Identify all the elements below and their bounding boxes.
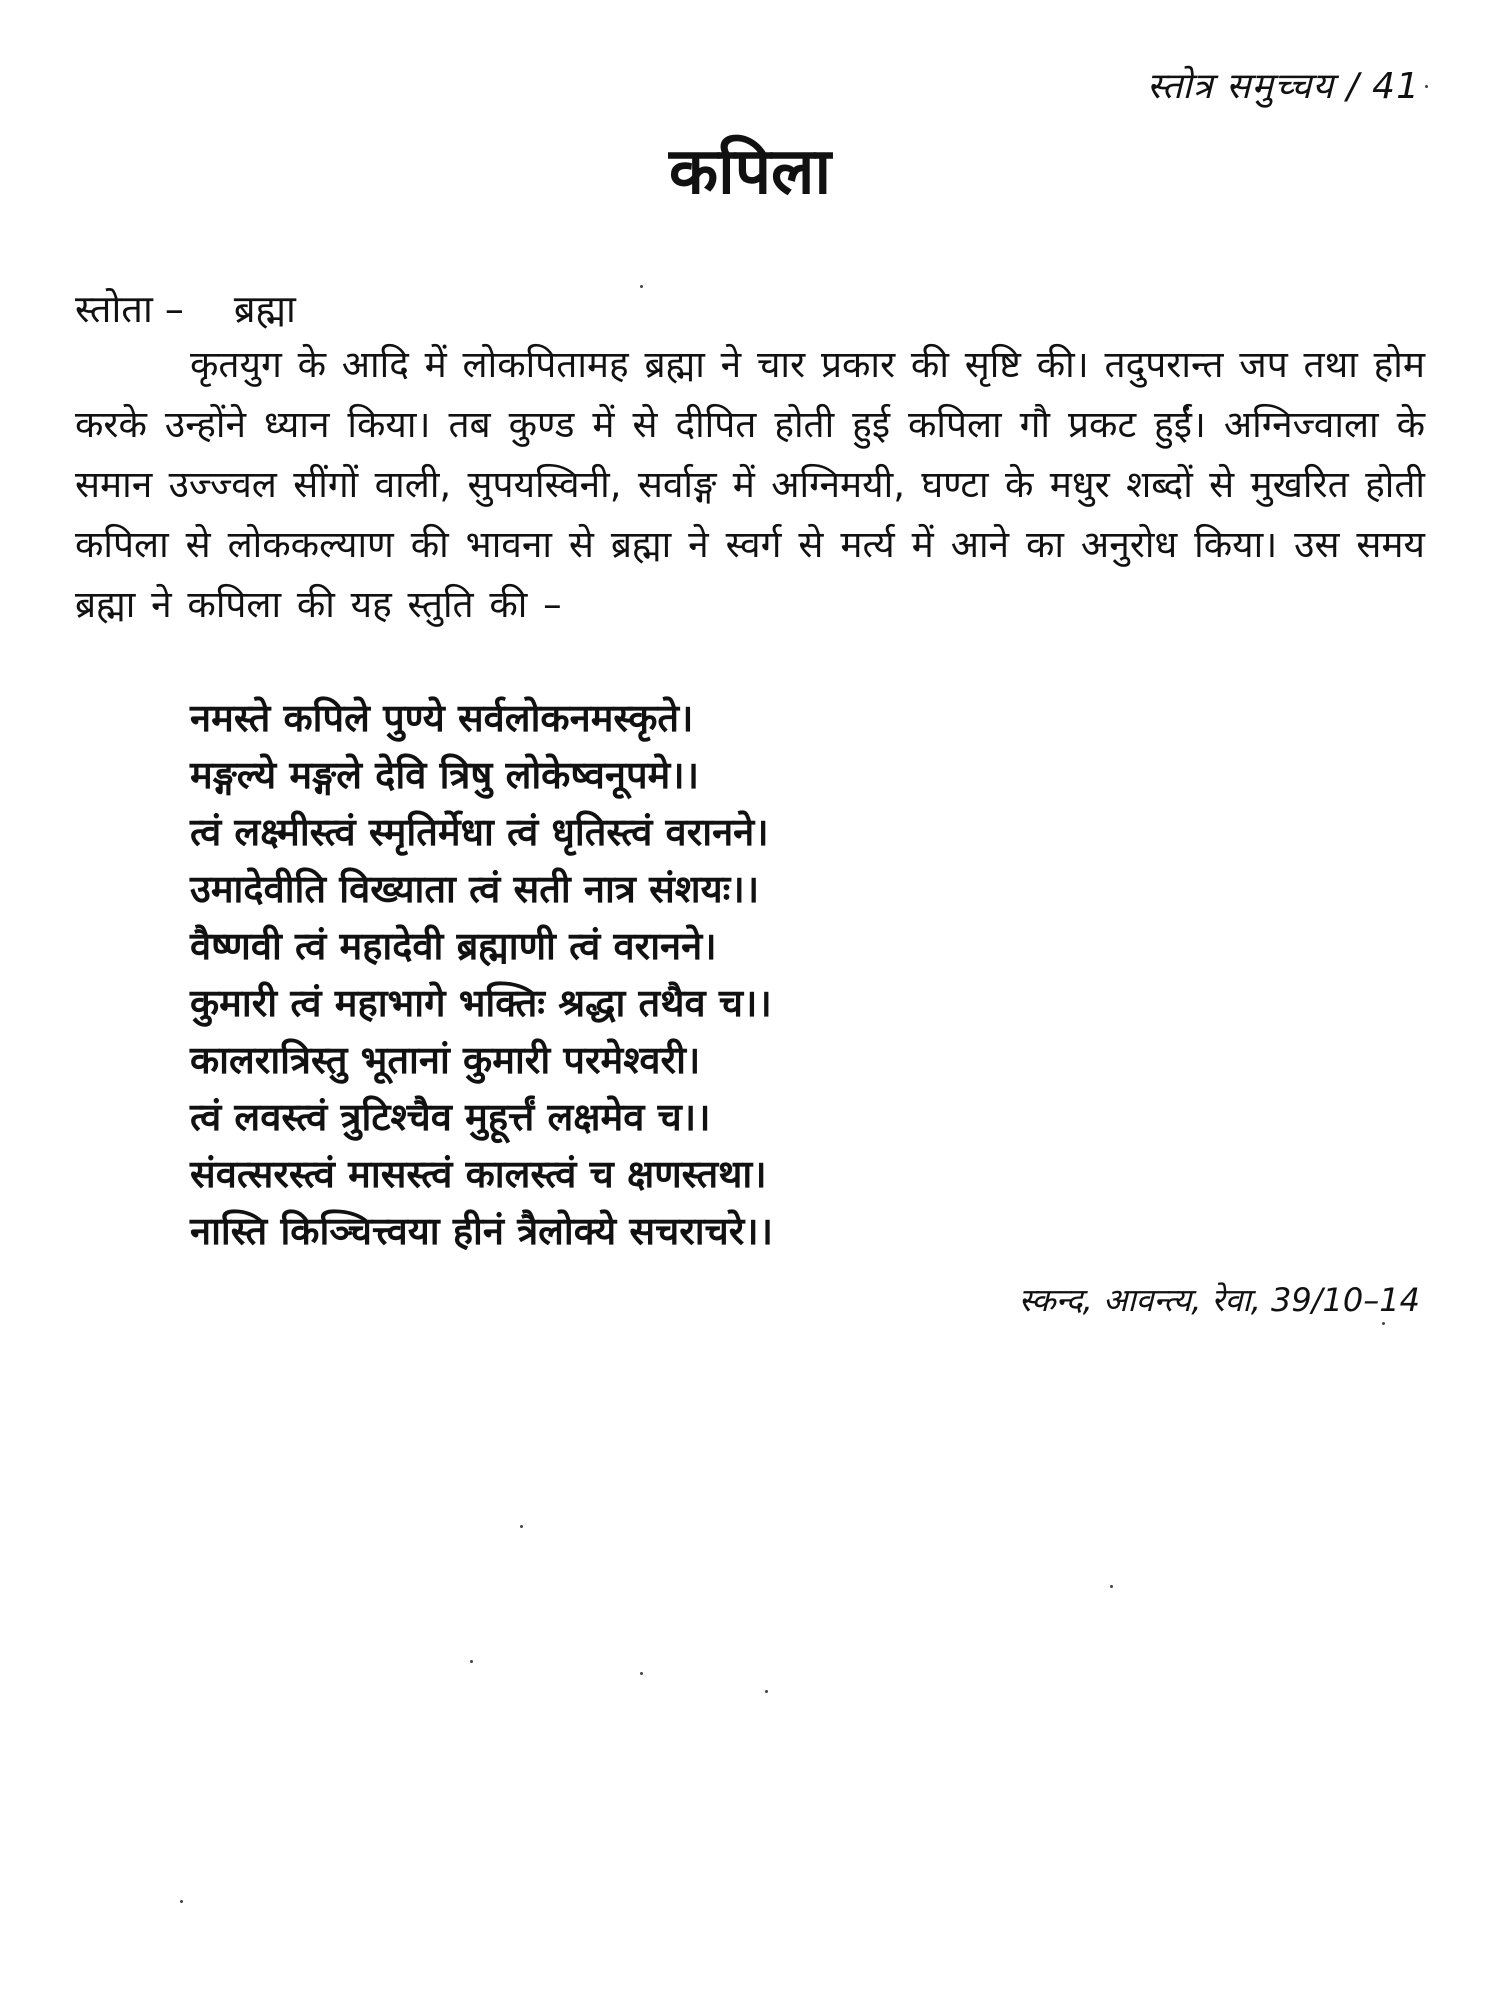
verse-line: त्वं लवस्त्वं त्रुटिश्चैव मुहूर्त्तं लक्षमेव च।। — [190, 1095, 711, 1139]
verse-line: मङ्गल्ये मङ्गले देवि त्रिषु लोकेष्वनूपमे।। — [190, 753, 700, 797]
page-title: कपिला — [668, 135, 832, 209]
scan-speck — [470, 1660, 473, 1663]
verse-line: त्वं लक्ष्मीस्त्वं स्मृतिर्मेधा त्वं धृतिस्त्वं वरानने। — [190, 810, 769, 854]
verse-line: नमस्ते कपिले पुण्ये सर्वलोकनमस्कृते। — [190, 696, 694, 740]
source-citation: स्कन्द, आवन्त्य, रेवा, 39/10–14 — [1018, 1281, 1420, 1319]
verse-line: उमादेवीति विख्याता त्वं सती नात्र संशयः।। — [190, 867, 760, 911]
scan-speck — [1110, 1585, 1113, 1588]
verse-line: नास्ति किञ्चित्त्वया हीनं त्रैलोक्ये सचराचरे।। — [190, 1209, 774, 1253]
verse-line: कुमारी त्वं महाभागे भक्तिः श्रद्धा तथैव च।। — [190, 981, 772, 1025]
author-name: ब्रह्मा — [233, 287, 296, 331]
running-header: स्तोत्र समुच्चय / 41 — [1146, 66, 1420, 107]
scan-speck — [520, 1525, 523, 1528]
scan-speck — [1425, 85, 1428, 88]
verse-line: संवत्सरस्त्वं मासस्त्वं कालस्त्वं च क्षणस्तथा। — [190, 1152, 767, 1196]
author-line — [75, 282, 296, 334]
verse-line: कालरात्रिस्तु भूतानां कुमारी परमेश्वरी। — [190, 1038, 701, 1082]
scan-speck — [640, 285, 643, 288]
scan-speck — [765, 1690, 768, 1693]
scan-speck — [1382, 1322, 1385, 1325]
intro-paragraph — [75, 335, 1425, 635]
author-label: स्तोता – — [75, 287, 184, 331]
hymn-verses — [190, 690, 773, 1260]
intro-text: कृतयुग के आदि में लोकपितामह ब्रह्मा ने चार प्रकार की सृष्टि की। तदुपरान्त जप तथा होम करके उन्होंने ध्यान किया। तब कुण्ड में से दीपित होती हुई कपिला गौ प्रकट हुईं। अग्निज्वाला के समान उज्ज्वल सींगों वाली, सुपयस्विनी, सर्वाङ्ग में अग्निमयी, घण्टा के मधुर शब्दों से मुखरित होती कपिला से लोककल्याण की भावना से ब्रह्मा ने स्वर्ग से मर्त्य में आने का अनुरोध किया। उस समय ब्रह्मा ने कपिला की यह स्तुति की – — [75, 343, 1425, 626]
scan-speck — [180, 1900, 183, 1903]
scan-speck — [640, 1672, 643, 1675]
verse-line: वैष्णवी त्वं महादेवी ब्रह्माणी त्वं वरानने। — [190, 924, 717, 968]
